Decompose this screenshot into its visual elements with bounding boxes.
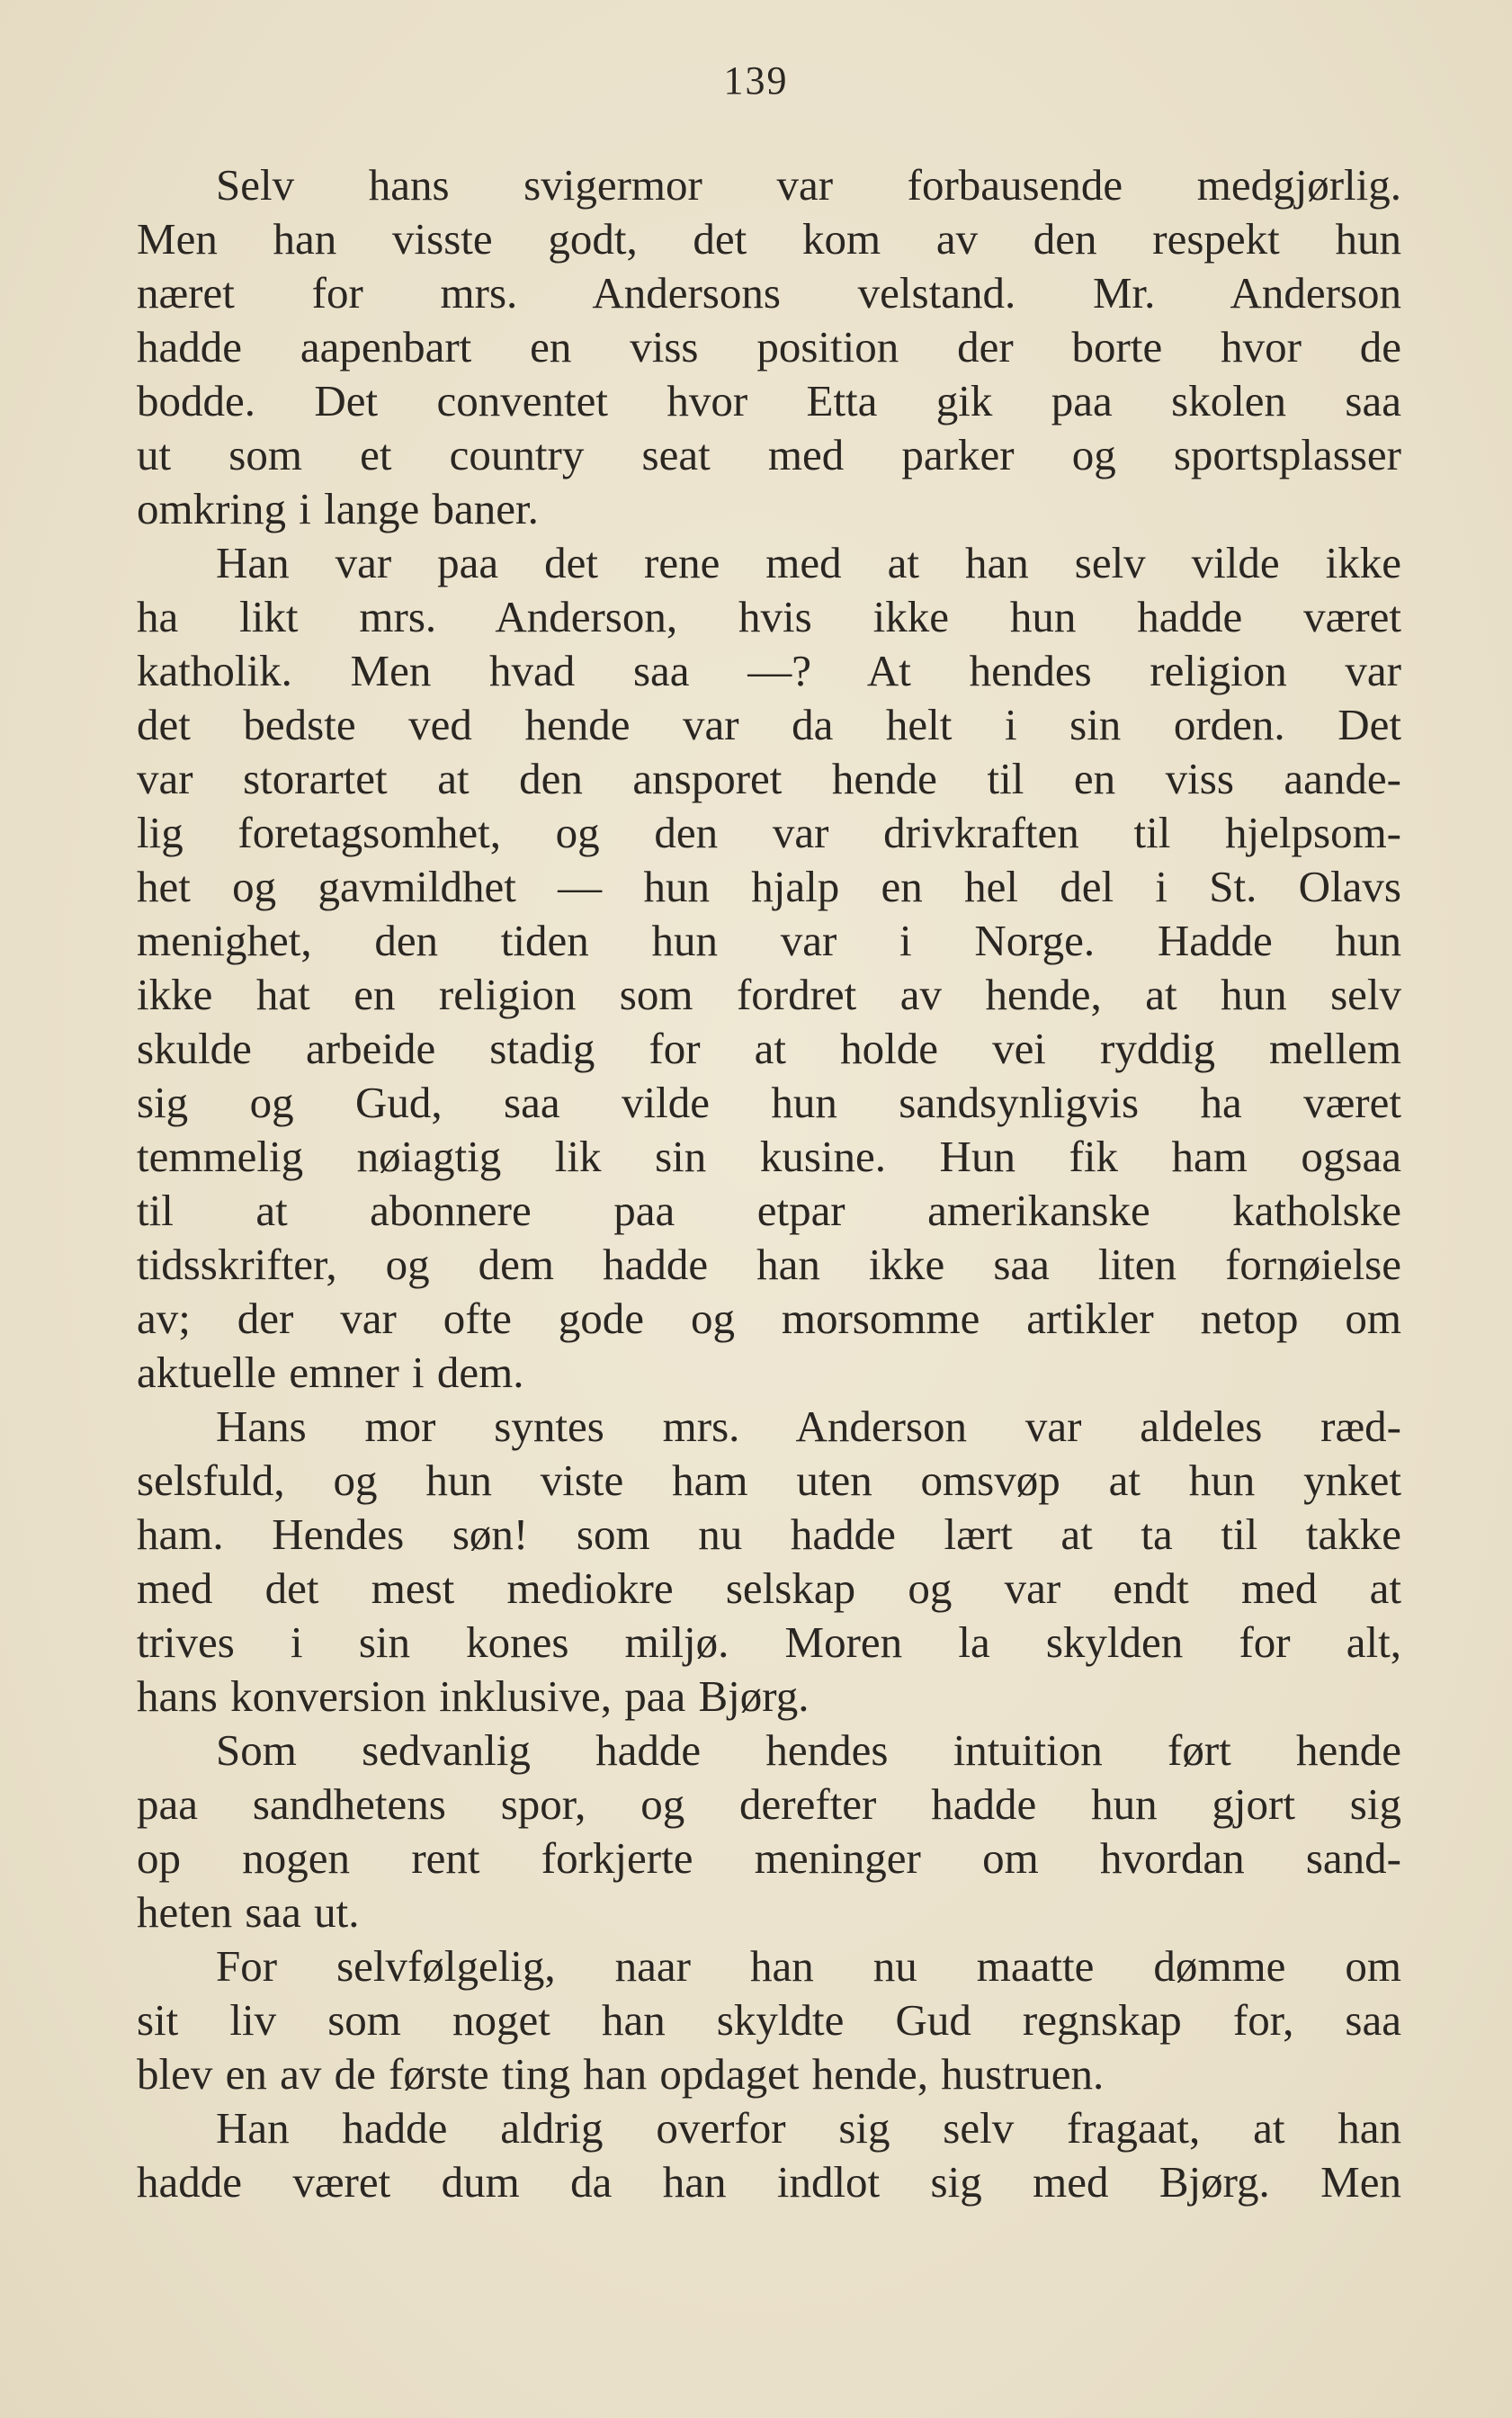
- text-line: trives i sin kones miljø. Moren la skylden for alt,: [137, 1617, 1401, 1667]
- text-line: av; der var ofte gode og morsomme artikler netop om: [137, 1294, 1401, 1343]
- page-number: 139: [723, 58, 789, 103]
- text-line: Men han visste godt, det kom av den respekt hun: [137, 214, 1401, 264]
- text-line: det bedste ved hende var da helt i sin orden. Det: [137, 700, 1401, 749]
- text-line: med det mest mediokre selskap og var endt med at: [137, 1563, 1401, 1613]
- text-line: var storartet at den ansporet hende til en viss aande-: [137, 754, 1401, 803]
- text-line: paa sandhetens spor, og derefter hadde hun gjort sig: [137, 1779, 1401, 1829]
- text-line: op nogen rent forkjerte meninger om hvordan sand-: [137, 1833, 1401, 1883]
- text-line: omkring i lange baner.: [137, 484, 539, 533]
- text-line: skulde arbeide stadig for at holde vei ryddig mellem: [137, 1024, 1401, 1073]
- text-line: næret for mrs. Andersons velstand. Mr. Anderson: [137, 268, 1401, 318]
- text-line: Han var paa det rene med at han selv vilde ikke: [216, 538, 1401, 587]
- text-line: katholik. Men hvad saa —? At hendes religion var: [137, 646, 1401, 695]
- text-line: Selv hans svigermor var forbausende medgjørlig.: [216, 160, 1401, 210]
- text-line: lig foretagsomhet, og den var drivkraften til hjelpsom-: [137, 808, 1401, 857]
- text-line: ham. Hendes søn! som nu hadde lært at ta til takke: [137, 1509, 1401, 1559]
- text-line: het og gavmildhet — hun hjalp en hel del i St. Olavs: [137, 862, 1401, 911]
- text-line: bodde. Det conventet hvor Etta gik paa skolen saa: [137, 376, 1401, 425]
- text-line: selsfuld, og hun viste ham uten omsvøp at hun ynket: [137, 1455, 1401, 1505]
- text-line: temmelig nøiagtig lik sin kusine. Hun fik ham ogsaa: [137, 1132, 1401, 1181]
- text-line: hadde aapenbart en viss position der borte hvor de: [137, 322, 1401, 372]
- text-line: sig og Gud, saa vilde hun sandsynligvis ha været: [137, 1078, 1401, 1127]
- text-line: aktuelle emner i dem.: [137, 1348, 524, 1397]
- text-line: ut som et country seat med parker og sportsplasser: [137, 430, 1401, 479]
- text-line: ha likt mrs. Anderson, hvis ikke hun hadde været: [137, 592, 1401, 641]
- text-line: heten saa ut.: [137, 1887, 360, 1937]
- text-line: Han hadde aldrig overfor sig selv fragaat, at han: [216, 2103, 1401, 2153]
- text-line: For selvfølgelig, naar han nu maatte dømme om: [216, 1941, 1401, 1991]
- text-line: ikke hat en religion som fordret av hende, at hun selv: [137, 970, 1401, 1019]
- text-line: sit liv som noget han skyldte Gud regnskap for, saa: [137, 1995, 1401, 2045]
- text-line: Hans mor syntes mrs. Anderson var aldeles ræd-: [216, 1402, 1401, 1451]
- text-line: til at abonnere paa etpar amerikanske katholske: [137, 1186, 1401, 1235]
- text-line: blev en av de første ting han opdaget hende, hustruen.: [137, 2049, 1105, 2099]
- text-line: tidsskrifter, og dem hadde han ikke saa liten fornøielse: [137, 1240, 1401, 1289]
- body-text: [137, 158, 1401, 2209]
- text-line: hans konversion inklusive, paa Bjørg.: [137, 1671, 810, 1721]
- text-line: hadde været dum da han indlot sig med Bjørg. Men: [137, 2157, 1401, 2207]
- text-line: menighet, den tiden hun var i Norge. Hadde hun: [137, 916, 1401, 965]
- text-line: Som sedvanlig hadde hendes intuition ført hende: [216, 1725, 1401, 1775]
